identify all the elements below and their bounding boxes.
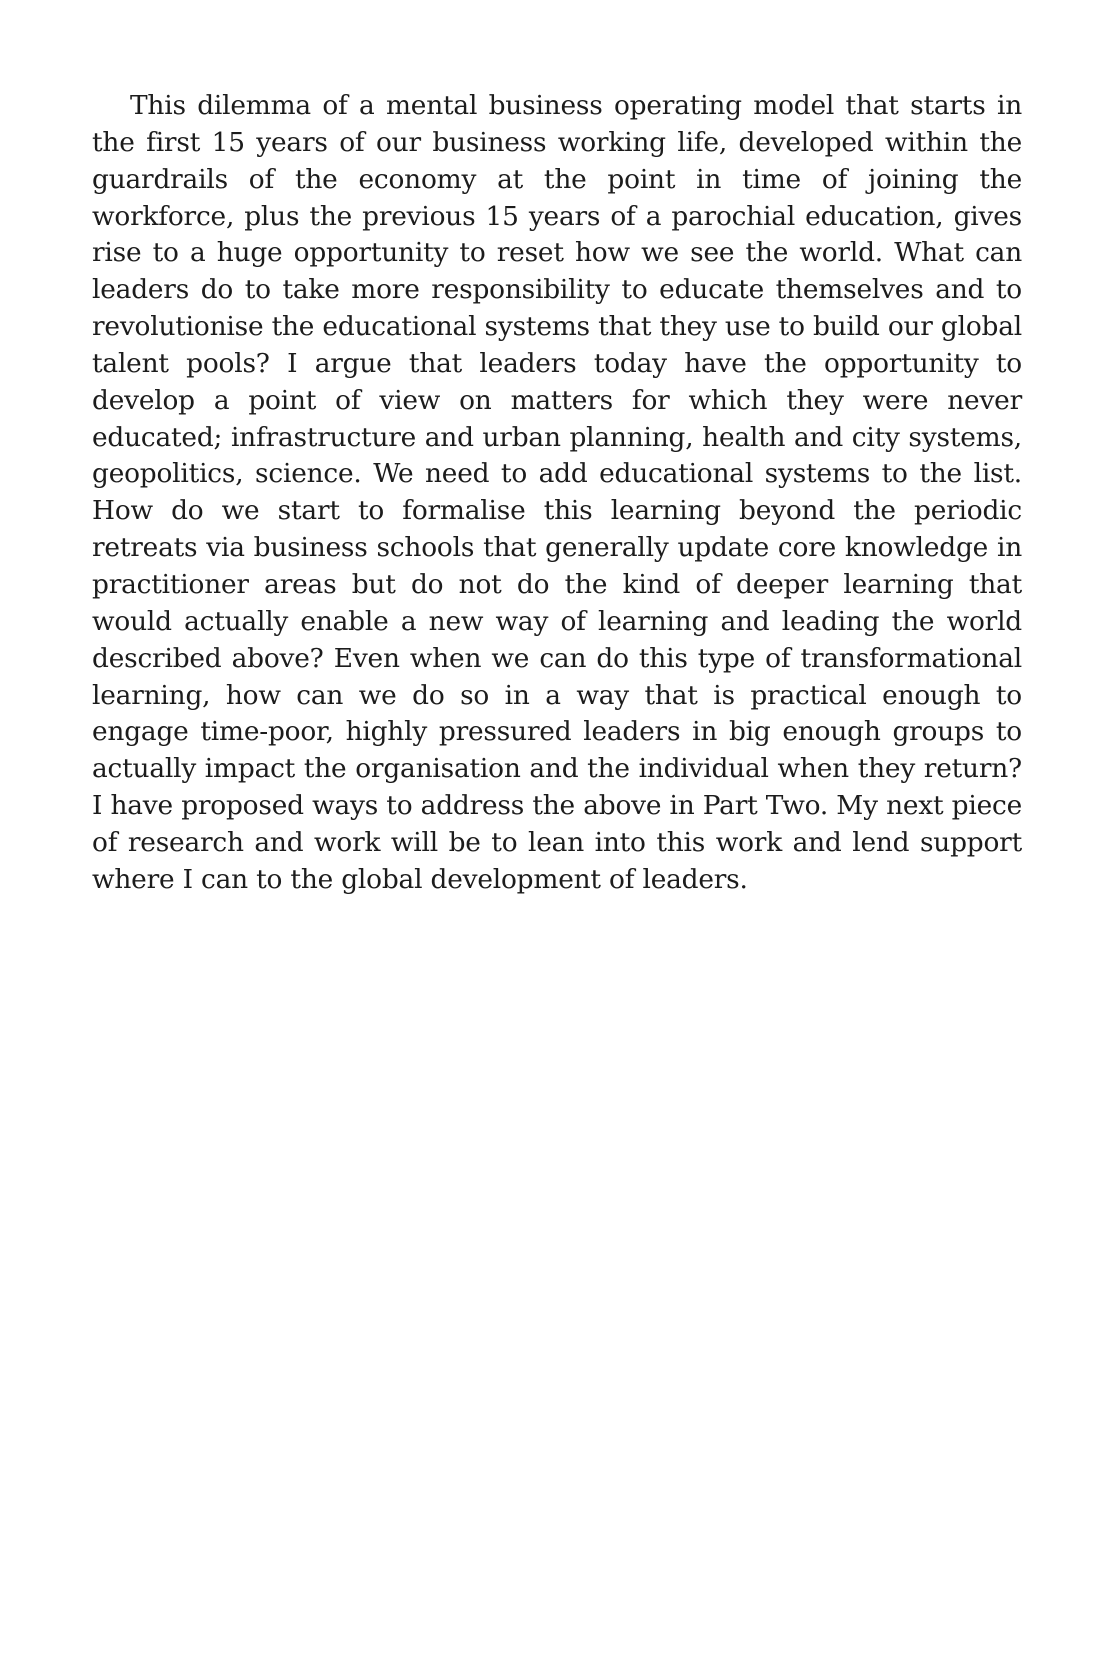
- body-paragraph: This dilemma of a mental business operating model that starts in the first 15 years of our business working life, developed within the guardrails of the economy at the point in time of joining the workforce, plus the previous 15 years of a parochial education, gives rise to a huge opportunity to reset how we see the world. What can leaders do to take more responsibility to educate themselves and to revolutionise the educational systems that they use to build our global talent pools? I argue that leaders today have the opportunity to develop a point of view on matters for which they were never educated; infrastructure and urban planning, health and city systems, geopolitics, science. We need to add educational systems to the list. How do we start to formalise this learning beyond the periodic retreats via business schools that generally update core knowledge in practitioner areas but do not do the kind of deeper learning that would actually enable a new way of learning and leading the world described above? Even when we can do this type of transformational learning, how can we do so in a way that is practical enough to engage time-poor, highly pressured leaders in big enough groups to actually impact the organisation and the individual when they return? I have proposed ways to address the above in Part Two. My next piece of research and work will be to lean into this work and lend support where I can to the global development of leaders.: [92, 90, 1023, 895]
